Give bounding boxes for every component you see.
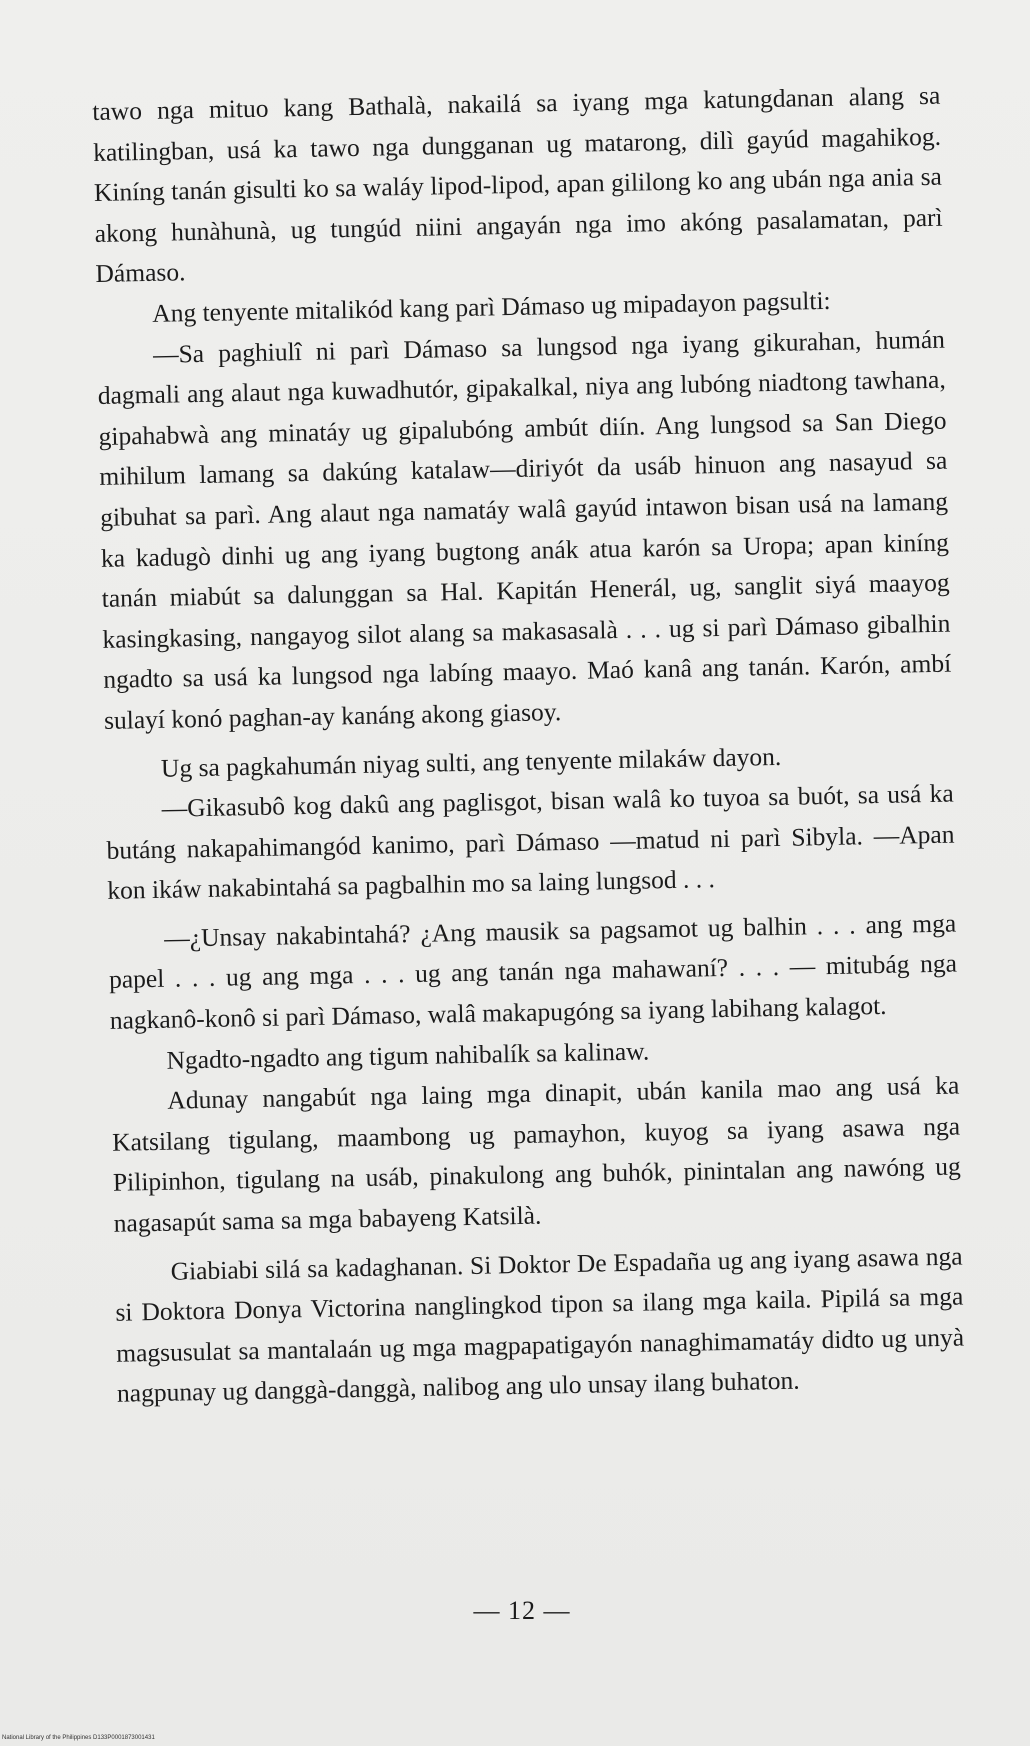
paragraph-1: tawo nga mituo kang Bathalà, nakailá sa iyang mga katungdanan alang sa katilingban, usá ka tawo nga dungganan ug matarong, dilì gayúd magahikog. Kiníng tanán gisulti ko sa waláy lipod-lipod, apan gililong ko ang ubán nga ania sa akong hunàhunà, ug tungúd niini angayán nga imo akóng pasalamatan, parì Dámaso. (92, 80, 943, 289)
paragraph-3: —Sa paghiulî ni parì Dámaso sa lungsod nga iyang gikurahan, humán dagmali ang alaut nga kuwadhutór, gipakalkal, niya ang lubóng niadtong tawhana, gipahabwà ang minatáy ug gipalubóng ambút diín. Ang lungsod sa San Diego mihilum lamang sa dakúng katalaw—diriyót da usáb hinuon ang nasayud sa gibuhat sa parì. Ang alaut nga namatáy walâ gayúd intawon bisan usá na lamang ka kadugò dinhi ug ang iyang bugtong anák atua karón sa Uropa; apan kiníng tanán miabút sa dalunggan sa Hal. Kapitán Henerál, ug, sanglit siyá maayog kasingkasing, nangayog silot alang sa makasasalà . . . ug si parì Dámaso gibalhin ngadto sa usá ka lungsod nga labíng maayo. Maó kanâ ang tanán. Karón, ambí sulayí konó paghan-ay kanáng akong giasoy. (97, 324, 952, 735)
body-text (92, 76, 965, 1415)
paragraph-4: Ug sa pagkahumán niyag sulti, ang tenyente milakáw dayon. (160, 741, 782, 783)
paragraph-9: Giabiabi silá sa kadaghanan. Si Doktor De Espadaña ug ang iyang asawa nga si Doktora Donya Victorina nanglingkod tipon sa ilang mga kaila. Pipilá sa mga magsusulat sa mantalaán ug mga magpapatigayón nanaghimamatáy didto ug unyà nagpunay ug danggà-danggà, nalibog ang ulo unsay ilang buhaton. (115, 1241, 965, 1409)
paragraph-8: Adunay nangabút nga laing mga dinapit, ubán kanila mao ang usá ka Katsilang tigulang, maambong ug pamayhon, kuyog sa iyang asawa nga Pilipinhon, tigulang na usáb, pinakulong ang buhók, pinintalan ang nawóng ug nagasapút sama sa mga babayeng Katsilà. (111, 1070, 962, 1238)
paragraph-2: Ang tenyente mitalikód kang parì Dámaso ug mipadayon pagsulti: (151, 285, 831, 328)
paragraph-6: —¿Unsay nakabintahá? ¿Ang mausik sa pagsamot ug balhin . . . ang mga papel . . . ug ang mga . . . ug ang tanán nga mahawaní? . . . — mitubág nga nagkanô-konô si parì Dámaso, walâ makapugóng sa iyang labihang kalagot. (108, 908, 958, 1035)
paragraph-5: —Gikasubô kog dakû ang paglisgot, bisan walâ ko tuyoa sa buót, sa usá ka butáng nakapahimangód kanimo, parì Dámaso —matud ni parì Sibyla. —Apan kon ikáw nakabintahá sa pagbalhin mo sa laing lungsod . . . (106, 778, 955, 906)
footer-note: National Library of the Philippines D133P0001873001431 (2, 1735, 155, 1741)
paragraph-7: Ngadto-ngadto ang tigum nahibalík sa kalinaw. (166, 1036, 650, 1075)
page-number: — 12 — (473, 1596, 571, 1625)
